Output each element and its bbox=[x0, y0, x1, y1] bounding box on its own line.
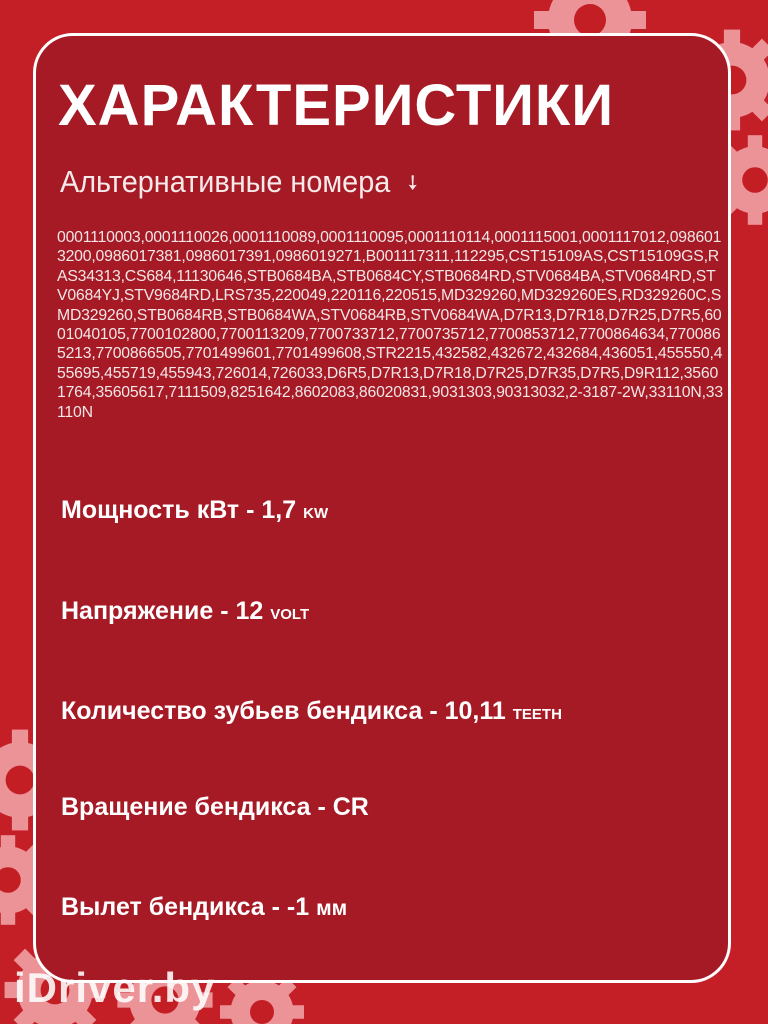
alternative-numbers-list: 0001110003,0001110026,0001110089,0001110095,0001110114,0001115001,0001117012,0986013200,0986017381,0986017391,0986019271,B001117311,112295,CST15109AS,CST15109GS,RAS34313,CS684,11130646,STB0684BA,STB0684CY,STB0684RD,STV0684BA,STV0684RD,STV0684YJ,STV9684RD,LRS735,220049,220116,220515,MD329260,MD329260ES,RD329260C,SMD329260,STB0684RB,STB0684WA,STV0684RB,STV0684WA,D7R13,D7R18,D7R25,D7R5,6001040105,7700102800,7700113209,7700733712,7700735712,7700853712,7700864634,7700865213,7700866505,7701499601,7701499608,STR2215,432582,432672,432684,436051,455550,455695,455719,455943,726014,726033,D6R5,D7R13,D7R18,D7R25,D7R35,D7R5,D9R112,35601764,35605617,7111509,8251642,8602083,86020831,9031303,90313032,2-3187-2W,33110N,33110N bbox=[57, 229, 723, 421]
spec-unit: teeth bbox=[512, 701, 562, 724]
spec-value: 10,11 bbox=[444, 697, 506, 725]
spec-unit: kw bbox=[303, 500, 329, 523]
spec-value: 1,7 bbox=[261, 496, 297, 524]
spec-rotation: Вращение бендикса - CR bbox=[61, 793, 369, 821]
alternative-numbers-label: Альтернативные номера bbox=[60, 164, 391, 199]
spec-offset: Вылет бендикса - -1 мм bbox=[61, 893, 348, 921]
card-title: ХАРАКТЕРИСТИКИ bbox=[58, 73, 615, 138]
specs-card bbox=[33, 33, 731, 983]
alternative-numbers-heading bbox=[60, 164, 426, 200]
site-watermark: iDriver.by bbox=[14, 964, 216, 1011]
spec-label: Напряжение bbox=[61, 597, 214, 625]
spec-unit: volt bbox=[270, 601, 310, 624]
spec-value: -1 bbox=[286, 893, 310, 921]
spec-label: Количество зубьев бендикса bbox=[61, 697, 423, 725]
spec-teeth: Количество зубьев бендикса - 10,11 teeth bbox=[61, 697, 562, 725]
spec-label: Вращение бендикса bbox=[61, 793, 311, 821]
arrow-down-right-icon: ➘ bbox=[399, 168, 426, 197]
spec-unit: мм bbox=[316, 897, 348, 920]
spec-power: Мощность кВт - 1,7 kw bbox=[61, 496, 329, 524]
spec-value: CR bbox=[332, 793, 369, 821]
spec-label: Мощность кВт bbox=[61, 496, 240, 524]
spec-voltage: Напряжение - 12 volt bbox=[61, 597, 310, 625]
spec-label: Вылет бендикса bbox=[61, 893, 265, 921]
spec-value: 12 bbox=[235, 597, 264, 625]
